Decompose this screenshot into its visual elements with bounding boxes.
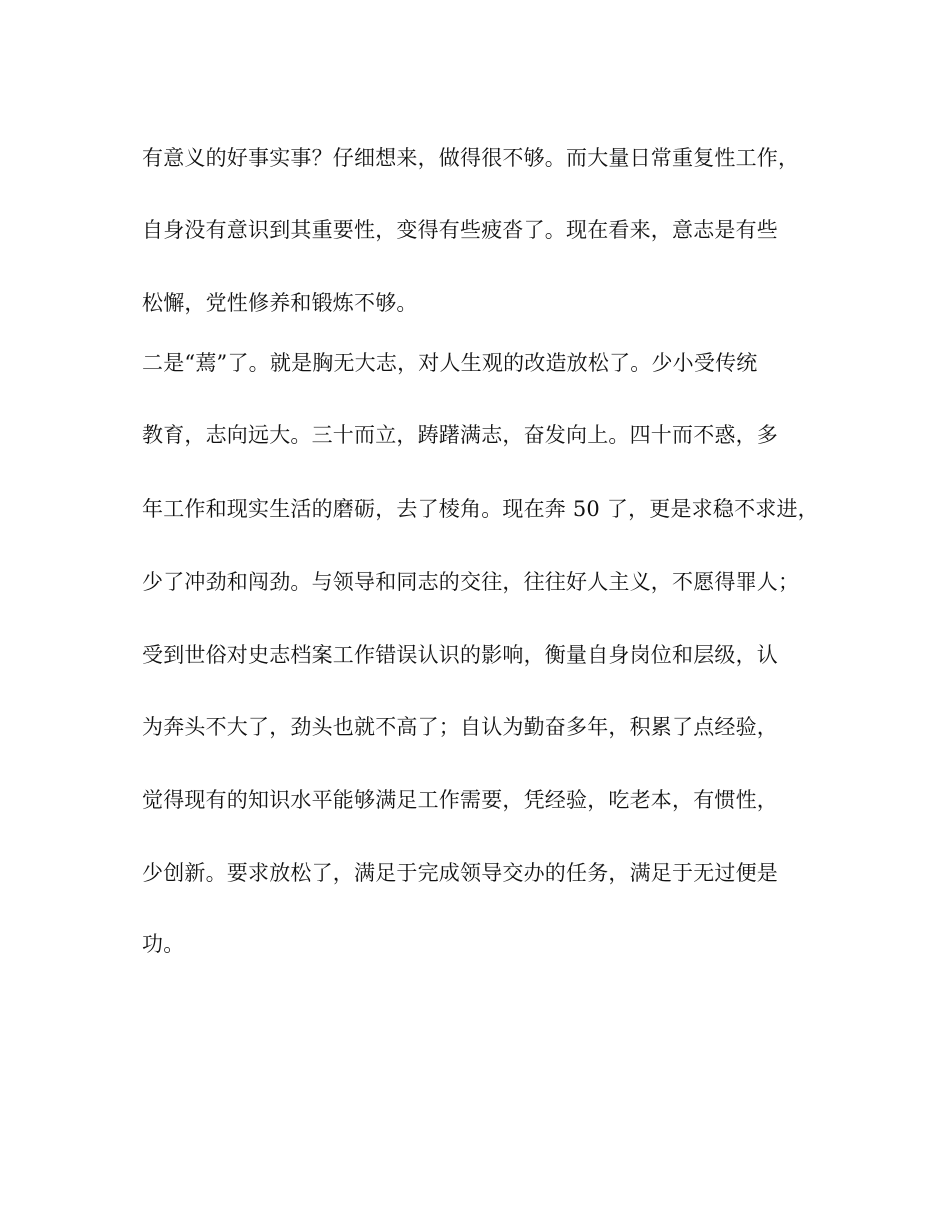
- text-line: 少创新。要求放松了，满足于完成领导交办的任务，满足于无过便是: [142, 861, 778, 885]
- text-line: 为奔头不大了，劲头也就不高了；自认为勤奋多年，积累了点经验，: [142, 715, 778, 739]
- text-line: 觉得现有的知识水平能够满足工作需要，凭经验，吃老本，有惯性，: [142, 788, 778, 812]
- text-line: 松懈，党性修养和锻炼不够。: [142, 291, 418, 315]
- text-line: 教育，志向远大。三十而立，踌躇满志，奋发向上。四十而不惑，多: [142, 423, 778, 447]
- text-line: 受到世俗对史志档案工作错误认识的影响，衡量自身岗位和层级，认: [142, 643, 778, 667]
- text-line: 二是“蔫”了。就是胸无大志，对人生观的改造放松了。少小受传统: [142, 351, 758, 375]
- text-line: 有意义的好事实事？仔细想来，做得很不够。而大量日常重复性工作，: [142, 146, 800, 170]
- text-line: 年工作和现实生活的磨砺，去了棱角。现在奔 50 了，更是求稳不求进，: [142, 497, 819, 521]
- text-line: 少了冲劲和闯劲。与领导和同志的交往，往往好人主义，不愿得罪人；: [142, 570, 800, 594]
- text-line: 功。: [142, 932, 185, 956]
- text-line: 自身没有意识到其重要性，变得有些疲沓了。现在看来，意志是有些: [142, 218, 778, 242]
